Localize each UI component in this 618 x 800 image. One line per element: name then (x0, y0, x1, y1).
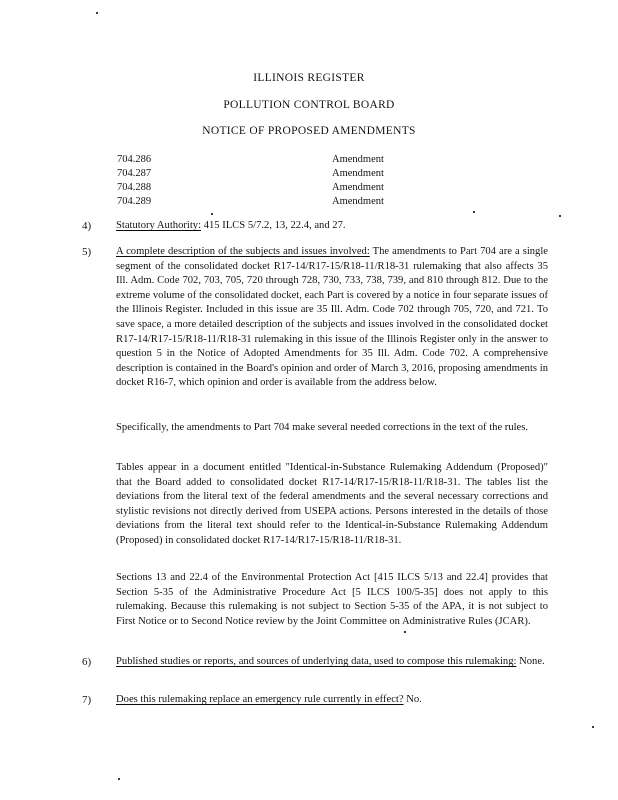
item-body (116, 693, 548, 708)
item-body (116, 245, 548, 391)
amendments-table (117, 153, 447, 209)
scan-speck (211, 213, 213, 215)
scan-speck (473, 211, 475, 213)
description-paragraph-2: Specifically, the amendments to Part 704 make several needed corrections in the text of the rules. (116, 422, 529, 433)
item-heading: Does this rulemaking replace an emergency rule currently in effect? (116, 694, 404, 705)
scan-speck (559, 215, 561, 217)
section-number: 704.286 (117, 154, 152, 165)
item-text: 415 ILCS 5/7.2, 13, 22.4, and 27. (201, 220, 346, 231)
item-number: 5) (82, 246, 92, 258)
section-number: 704.287 (117, 168, 152, 179)
amendment-row (117, 153, 447, 167)
item-number: 7) (82, 694, 92, 706)
section-number: 704.289 (117, 196, 152, 207)
scan-speck (118, 778, 120, 780)
item-text: None. (516, 656, 545, 667)
item-heading: Published studies or reports, and sources of underlying data, used to compose this rulemaking: (116, 656, 517, 667)
proposed-action: Amendment (332, 196, 384, 207)
item-heading: A complete description of the subjects and issues involved: (116, 246, 370, 257)
item-body (116, 655, 548, 670)
scan-speck (404, 631, 406, 633)
register-title: ILLINOIS REGISTER (253, 72, 365, 84)
amendment-row (117, 167, 447, 181)
item-body (116, 219, 548, 234)
board-title: POLLUTION CONTROL BOARD (223, 99, 395, 111)
section-number: 704.288 (117, 182, 152, 193)
description-paragraph-4: Sections 13 and 22.4 of the Environmental Protection Act [415 ILCS 5/13 and 22.4] provides that Section 5-35 of the Administrative Procedure Act [5 ILCS 100/5-35] does not apply to this rulemaking. Because this rulemaking is not subject to Section 5-35 of the APA, it is not subject to First Notice or to Second Notice review by the Joint Committee on Administrative Rules (JCAR). (116, 572, 548, 627)
scan-speck (96, 12, 98, 14)
item-heading: Statutory Authority: (116, 220, 202, 231)
description-paragraph-3: Tables appear in a document entitled "Identical-in-Substance Rulemaking Addendum (Proposed)" that the Board added to consolidated docket R17-14/R17-15/R18-11/R18-31. The tables list the deviations from the literal text of the federal amendments and the several necessary corrections and stylistic revisions not directly derived from USEPA actions. Persons interested in the details of those deviations from the literal text should refer to the Identical-in-Substance Rulemaking Addendum (Proposed) in consolidated docket R17-14/R17-15/R18-11/R18-31. (116, 462, 548, 546)
item-number: 6) (82, 656, 92, 668)
scan-speck (592, 726, 594, 728)
amendment-row (117, 195, 447, 209)
notice-title: NOTICE OF PROPOSED AMENDMENTS (202, 125, 416, 137)
proposed-action: Amendment (332, 154, 384, 165)
proposed-action: Amendment (332, 168, 384, 179)
item-text: No. (403, 694, 422, 705)
item-text: The amendments to Part 704 are a single segment of the consolidated docket R17-14/R17-15/R18-11/R18-31 rulemaking that also affects 35 Ill. Adm. Code 702, 703, 705, 720 through 728, 730, 733, 738, 739, and 810 through 812. Due to the extreme volume of the consolidated docket, each Part is covered by a notice in four separate issues of the Illinois Register. Included in this issue are 35 Ill. Adm. Code 702 through 705, 720, and 721. To save space, a more detailed description of the subjects and issues involved in the consolidated docket R17-14/R17-15/R18-11/R18-31 rulemaking in this issue of the Illinois Register only in the answer to question 5 in the Notice of Adopted Amendments for 35 Ill. Adm. Code 702. A comprehensive description is contained in the Board's opinion and order of March 3, 2016, proposing amendments in docket R16-7, which opinion and order is available from the address below. (116, 246, 548, 389)
proposed-action: Amendment (332, 182, 384, 193)
amendment-row (117, 181, 447, 195)
item-number: 4) (82, 220, 92, 232)
